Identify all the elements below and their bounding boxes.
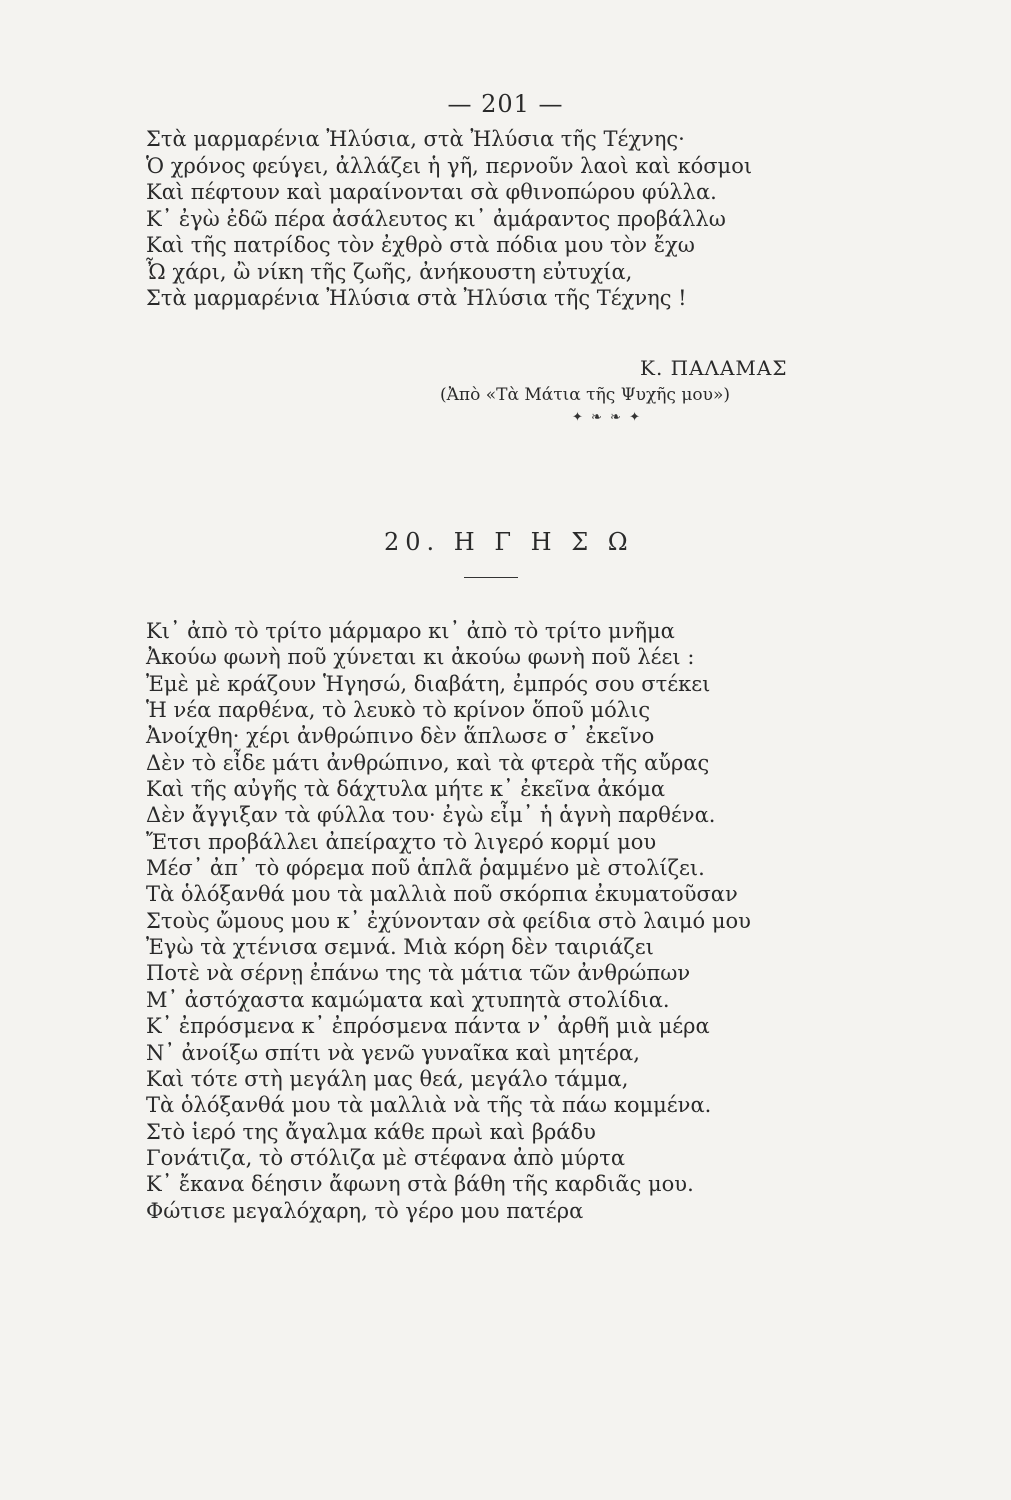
poem-line: Μ᾽ ἀστόχαστα καμώματα καὶ χτυπητὰ στολίδια. — [146, 987, 670, 1012]
poem-line: Καὶ τότε στὴ μεγάλη μας θεά, μεγάλο τάμμα, — [146, 1066, 629, 1091]
poem-line: Ἀνοίχθη· χέρι ἀνθρώπινο δὲν ἅπλωσε σ᾽ ἐκεῖνο — [146, 724, 655, 749]
poem-line: Μέσ᾽ ἀπ᾽ τὸ φόρεμα ποῦ ἁπλᾶ ῥαμμένο μὲ στολίζει. — [146, 856, 705, 881]
poem-line: Καὶ τῆς πατρίδος τὸν ἐχθρὸ στὰ πόδια μου τὸν ἔχω — [146, 233, 695, 257]
title-rule — [464, 577, 518, 578]
poem-line: Κ᾽ ἐγὼ ἐδῶ πέρα ἀσάλευτος κι᾽ ἀμάραντος προβάλλω — [146, 206, 726, 231]
poem-line: Κι᾽ ἀπὸ τὸ τρίτο μάρμαρο κι᾽ ἀπὸ τὸ τρίτο μνῆμα — [146, 619, 675, 643]
poem-line: Καὶ πέφτουν καὶ μαραίνονται σὰ φθινοπώρου φύλλα. — [146, 180, 717, 204]
poem-line: Δὲν τὸ εἶδε μάτι ἀνθρώπινο, καὶ τὰ φτερὰ τῆς αὔρας — [146, 750, 710, 775]
poem-line: Στὸ ἱερό της ἄγαλμα κάθε πρωὶ καὶ βράδυ — [146, 1119, 596, 1144]
poem-line: Στὰ μαρμαρένια Ἠλύσια, στὰ Ἠλύσια τῆς Τέχνης· — [146, 127, 685, 151]
poem-line: Στοὺς ὤμους μου κ᾽ ἐχύνονταν σὰ φείδια στὸ λαιμό μου — [146, 908, 751, 933]
poem-line: Γονάτιζα, τὸ στόλιζα μὲ στέφανα ἀπὸ μύρτα — [146, 1145, 626, 1170]
poem-line: Τὰ ὁλόξανθά μου τὰ μαλλιὰ νὰ τῆς τὰ πάω κομμένα. — [146, 1093, 712, 1118]
poem-hegeso — [146, 618, 786, 1224]
poem-line: Καὶ τῆς αὐγῆς τὰ δάχτυλα μήτε κ᾽ ἐκεῖνα ἀκόμα — [146, 777, 666, 802]
page-number: — 201 — — [447, 90, 564, 118]
poem-line: Ὦ χάρι, ὢ νίκη τῆς ζωῆς, ἀνήκουστη εὐτυχία, — [146, 259, 633, 284]
poem-line: Κ᾽ ἐπρόσμενα κ᾽ ἐπρόσμενα πάντα ν᾽ ἀρθῆ μιὰ μέρα — [146, 1014, 710, 1039]
poem-source: (Ἀπὸ «Τὰ Μάτια τῆς Ψυχῆς μου») — [440, 385, 731, 405]
poem-line: Ὁ χρόνος φεύγει, ἀλλάζει ἡ γῆ, περνοῦν λαοὶ καὶ κόσμοι — [146, 153, 753, 178]
poem-line: Στὰ μαρμαρένια Ἠλύσια στὰ Ἠλύσια τῆς Τέχνης ! — [146, 286, 687, 310]
poem-line: Κ᾽ ἔκανα δέησιν ἄφωνη στὰ βάθη τῆς καρδιᾶς μου. — [146, 1172, 694, 1197]
poem-line: Φώτισε μεγαλόχαρη, τὸ γέρο μου πατέρα — [146, 1198, 584, 1223]
poem-line: Ποτὲ νὰ σέρνῃ ἐπάνω της τὰ μάτια τῶν ἀνθρώπων — [146, 961, 691, 986]
poem-line: Ἐμὲ μὲ κράζουν Ἡγησώ, διαβάτη, ἐμπρός σου στέκει — [146, 671, 711, 696]
poem-line: Ἔτσι προβάλλει ἀπείραχτο τὸ λιγερό κορμί μου — [146, 829, 657, 854]
poem-author: Κ. ΠΑΛΑΜΑΣ — [640, 356, 788, 380]
section-title: 20. Η Γ Η Σ Ω — [384, 528, 634, 556]
poem-line: Ἀκούω φωνὴ ποῦ χύνεται κι ἀκούω φωνὴ ποῦ λέει : — [146, 645, 695, 670]
poem-line: Ἡ νέα παρθένα, τὸ λευκὸ τὸ κρίνον ὅποῦ μόλις — [146, 698, 651, 723]
poem-line: Ν᾽ ἀνοίξω σπίτι νὰ γενῶ γυναῖκα καὶ μητέρα, — [146, 1040, 640, 1065]
section-ornament: ✦ ❧ ❧ ✦ — [572, 410, 642, 425]
previous-poem-ending — [146, 126, 786, 312]
poem-line: Ἐγὼ τὰ χτένισα σεμνά. Μιὰ κόρη δὲν ταιριάζει — [146, 935, 654, 960]
poem-line: Δὲν ἄγγιξαν τὰ φύλλα του· ἐγὼ εἶμ᾽ ἡ ἁγνὴ παρθένα. — [146, 803, 716, 828]
poem-line: Τὰ ὁλόξανθά μου τὰ μαλλιὰ ποῦ σκόρπια ἐκυματοῦσαν — [146, 882, 738, 907]
